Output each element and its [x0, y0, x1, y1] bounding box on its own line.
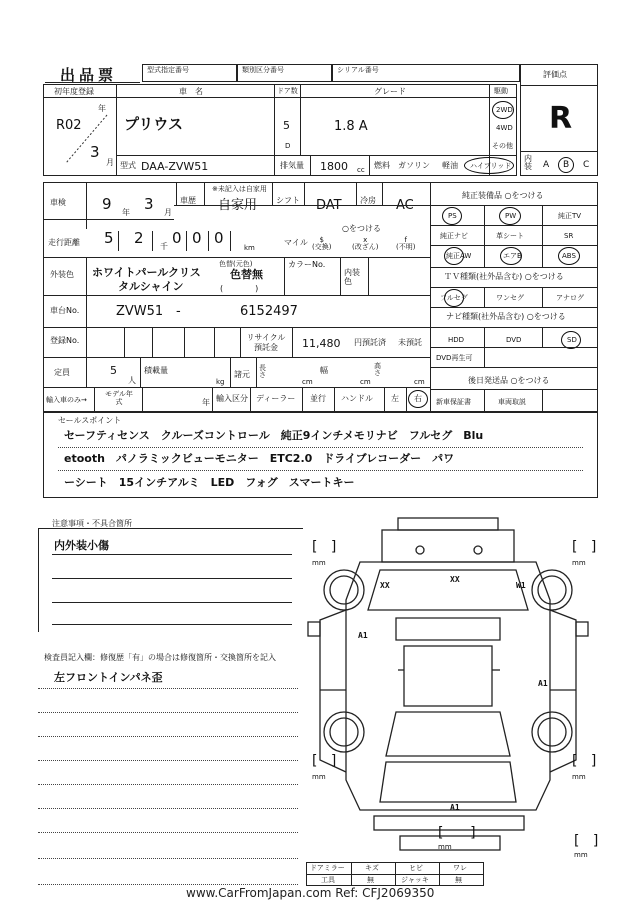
chassis-number: 6152497 [240, 304, 298, 319]
exterior-color: ホワイトパールクリス [92, 266, 201, 279]
score-box: 評価点 R 内装 A B C [520, 64, 598, 176]
serial-box: シリアル番号 [332, 64, 520, 82]
damage-mark: XX [450, 575, 460, 584]
inspector-text: 左フロントインパネ歪 [54, 671, 163, 684]
spec-section: 車検 9 年 3 月 車歴 ※未記入は自家用 自家用 シフト DAT 冷房 AC 走行距離 5 2 千 0 0 0 km マイル ○をつける $ (交換) x (改ざん) f (不明) 外装色 ホワイトパールクリス タルシャイン 色替(元色) 色替無 ( ) カラーNo. 内装色 車台No. ZVW51 - 6152497 登録No. リサイクル預託金 11,480 円預託済 未預託 定員 5 人 積載量 kg 諸元 長さ cm 幅 cm 高さ cm 輸入車のみ→ モデル年式 年 輸入区分 ディーラー 並行 ハンドル 左 右 純正装備品 ○をつける PS PW 純正TV 純正ナビ 革シート SR 純正AW エアB ABS ＴＶ種類(社外品含む) ○をつける フルセグ ワンセグ アナログ ナビ種類(社外品含む) ○をつける HDD DVD SD DVD再生可 後日発送品 ○をつける 新車保証書 車両取説 [43, 182, 598, 412]
footer-watermark: www.CarFromJapan.com Ref: CFJ2069350 [186, 886, 435, 900]
car-damage-diagram [300, 510, 610, 860]
grade-value: 1.8 A [334, 119, 368, 134]
shift-type: DAT [316, 198, 342, 213]
sales-line-3: ーシート 15インチアルミ LED フォグ スマートキー [64, 476, 355, 489]
sales-line-2: etooth パノラミックビューモニター ETC2.0 ドライブレコーダー パワ [64, 452, 455, 465]
notes-text: 内外装小傷 [54, 539, 109, 552]
first-reg-month: 3 [90, 143, 100, 161]
damage-mark: W1 [516, 581, 526, 590]
inspector-label: 検査員記入欄：修復歴「有」の場合は修復箇所・交換箇所を記入 [44, 653, 276, 662]
car-name: プリウス [124, 115, 183, 133]
page-title: 出品票 [60, 66, 118, 84]
damage-mark: XX [380, 581, 390, 590]
first-reg-era: R02 [56, 118, 82, 133]
car-history: 自家用 [218, 198, 258, 213]
model-type: DAA-ZVW51 [141, 160, 209, 173]
category-box: 類別区分番号 [237, 64, 332, 82]
chassis-prefix: ZVW51 [116, 304, 164, 319]
damage-mark: A1 [450, 803, 460, 812]
score-value: R [549, 101, 573, 136]
displacement: 1800 [320, 160, 348, 173]
door-count: 5 [283, 119, 290, 132]
ac-value: AC [396, 198, 414, 213]
notes-box: 注意事項・不具合箇所 内外装小傷 [38, 520, 303, 632]
model-approval-box: 型式指定番号 [142, 64, 237, 82]
damage-mark: A1 [358, 631, 368, 640]
capacity-value: 5 [110, 364, 117, 377]
legend-table: ドアミラー キズ ヒビ ワレ 工具 無 ジャッキ 無 [306, 862, 484, 886]
recycle-amount: 11,480 [302, 337, 341, 350]
color-change: 色替無 [230, 268, 263, 281]
sales-line-1: セーフティセンス クルーズコントロール 純正9インチメモリナビ フルセグ Blu [64, 429, 484, 442]
sales-points-box: セールスポイント セーフティセンス クルーズコントロール 純正9インチメモリナビ フルセグ Blu etooth パノラミックビューモニター ETC2.0 ドライブレコーダー パワ ーシート 15インチアルミ LED フォグ スマートキー [43, 412, 598, 498]
vehicle-basic-section: 初年度登録 R02 年 3 月 車 名 プリウス ドア数 5 D グレード 1.8 A 駆動 2WD 4WD その他 型式 DAA-ZVW51 排気量 1800 cc 燃料 ガソリン 軽油 ハイブリッド [43, 84, 517, 176]
damage-mark: A1 [538, 679, 548, 688]
